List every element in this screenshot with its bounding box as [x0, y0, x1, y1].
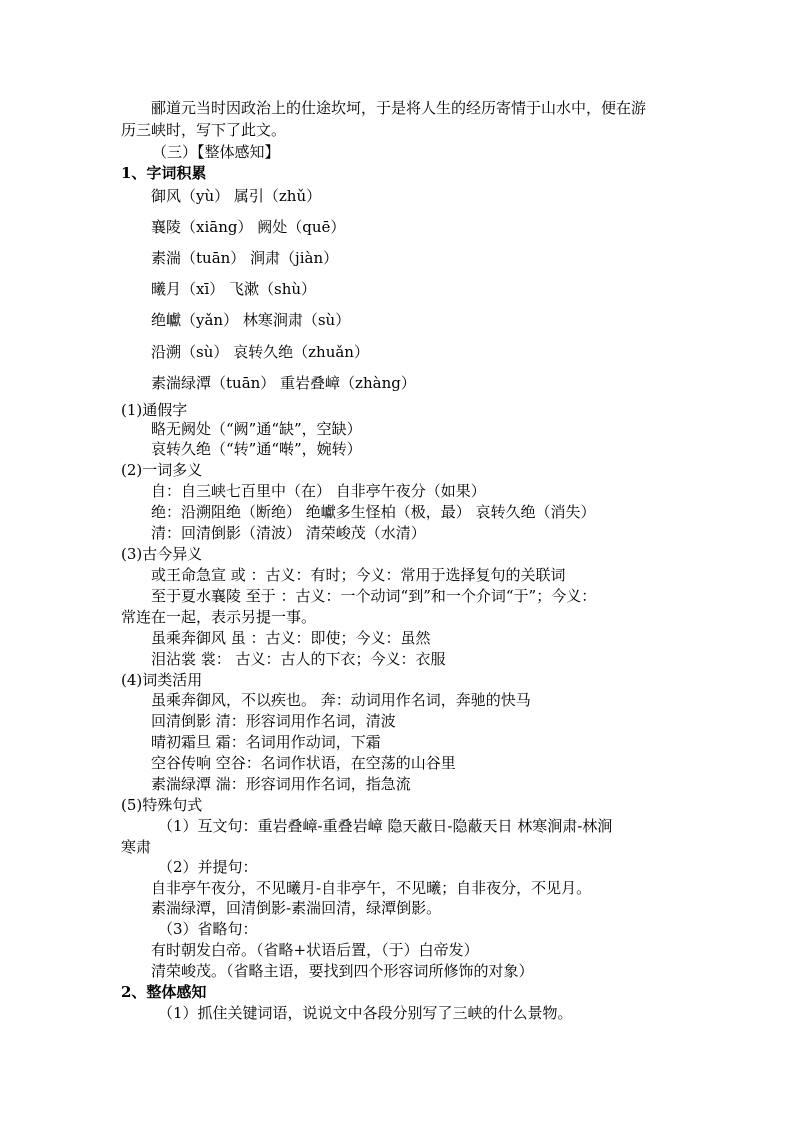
pinyin-line: 绝巘（yǎn） 林寒涧肃（sù）: [151, 311, 351, 329]
tongjia-item: 略无阙处（“阙”通“缺”，空缺）: [151, 420, 362, 438]
gujin-item-continuation: 常连在一起，表示另提一事。: [121, 608, 317, 626]
shenglue-item: 清荣峻茂。（省略主语，要找到四个形容词所修饰的对象）: [151, 962, 534, 980]
shenglue-heading: （3）省略句：: [158, 920, 258, 938]
section-2-title: 2、整体感知: [121, 983, 207, 1001]
teshu-title: (5)特殊句式: [121, 796, 203, 814]
gujin-item: 泪沾裳 裳： 古义：古人的下衣；今义：衣服: [151, 650, 446, 668]
huoyong-item: 空谷传响 空谷：名词作状语，在空荡的山谷里: [151, 754, 456, 772]
pinyin-line: 曦月（xī） 飞漱（shù）: [151, 280, 317, 298]
huwen-line-2: 寒肃: [121, 838, 152, 856]
bingti-item: 素湍绿潭，回清倒影-素湍回清，绿潭倒影。: [151, 899, 442, 917]
pinyin-line: 素湍（tuān） 涧肃（jiàn）: [151, 249, 339, 267]
huoyong-title: (4)词类活用: [121, 671, 203, 689]
huoyong-item: 晴初霜旦 霜：名词用作动词，下霜: [151, 733, 381, 751]
duoyi-item: 自：自三峡七百里中（在） 自非亭午夜分（如果）: [151, 482, 486, 500]
gujin-title: (3)古今异义: [121, 545, 203, 563]
duoyi-item: 清：回清倒影（清波） 清荣峻茂（水清）: [151, 524, 426, 542]
tongjia-item: 哀转久绝（“转”通“啭”，婉转）: [151, 440, 362, 458]
gujin-item: 至于夏水襄陵 至于 ：古义：一个动词“到”和一个介词“于”；今义：: [151, 587, 597, 605]
pinyin-line: 素湍绿潭（tuān） 重岩叠嶂（zhàng）: [151, 374, 416, 392]
bingti-heading: （2）并提句：: [158, 858, 258, 876]
duoyi-item: 绝：沿溯阻绝（断绝） 绝巘多生怪柏（极，最） 哀转久绝（消失）: [151, 503, 596, 521]
gujin-item: 或王命急宣 或 ：古义：有时；今义：常用于选择复句的关联词: [151, 566, 566, 584]
intro-paragraph-line-1: 郦道元当时因政治上的仕途坎坷，于是将人生的经历寄情于山水中，便在游: [151, 99, 647, 117]
shenglue-item: 有时朝发白帝。（省略+状语后置，（于）白帝发）: [151, 941, 479, 959]
section-1-title: 1、字词积累: [121, 164, 207, 182]
huoyong-item: 虽乘奔御风，不以疾也。 奔：动词用作名词，奔驰的快马: [151, 691, 531, 709]
section-2-item: （1）抓住关键词语，说说文中各段分别写了三峡的什么景物。: [158, 1004, 573, 1022]
pinyin-line: 御风（yù） 属引（zhǔ）: [151, 187, 322, 205]
intro-paragraph-line-2: 历三峡时，写下了此文。: [121, 121, 287, 139]
pinyin-line: 襄陵（xiāng） 阙处（quē）: [151, 218, 346, 236]
huwen-line-1: （1）互文句：重岩叠嶂-重叠岩嶂 隐天蔽日-隐蔽天日 林寒涧肃-林涧: [158, 817, 613, 835]
pinyin-line: 沿溯（sù） 哀转久绝（zhuǎn）: [151, 343, 369, 361]
overall-perception-heading: （三）【整体感知】: [152, 143, 280, 161]
bingti-item: 自非亭午夜分，不见曦月-自非亭午，不见曦；自非夜分，不见月。: [151, 879, 592, 897]
gujin-item: 虽乘奔御风 虽 ：古义：即使；今义：虽然: [151, 629, 431, 647]
huoyong-item: 素湍绿潭 湍：形容词用作名词，指急流: [151, 775, 411, 793]
huoyong-item: 回清倒影 清：形容词用作名词，清波: [151, 712, 396, 730]
duoyi-title: (2)一词多义: [121, 461, 203, 479]
tongjia-title: (1)通假字: [121, 401, 188, 419]
